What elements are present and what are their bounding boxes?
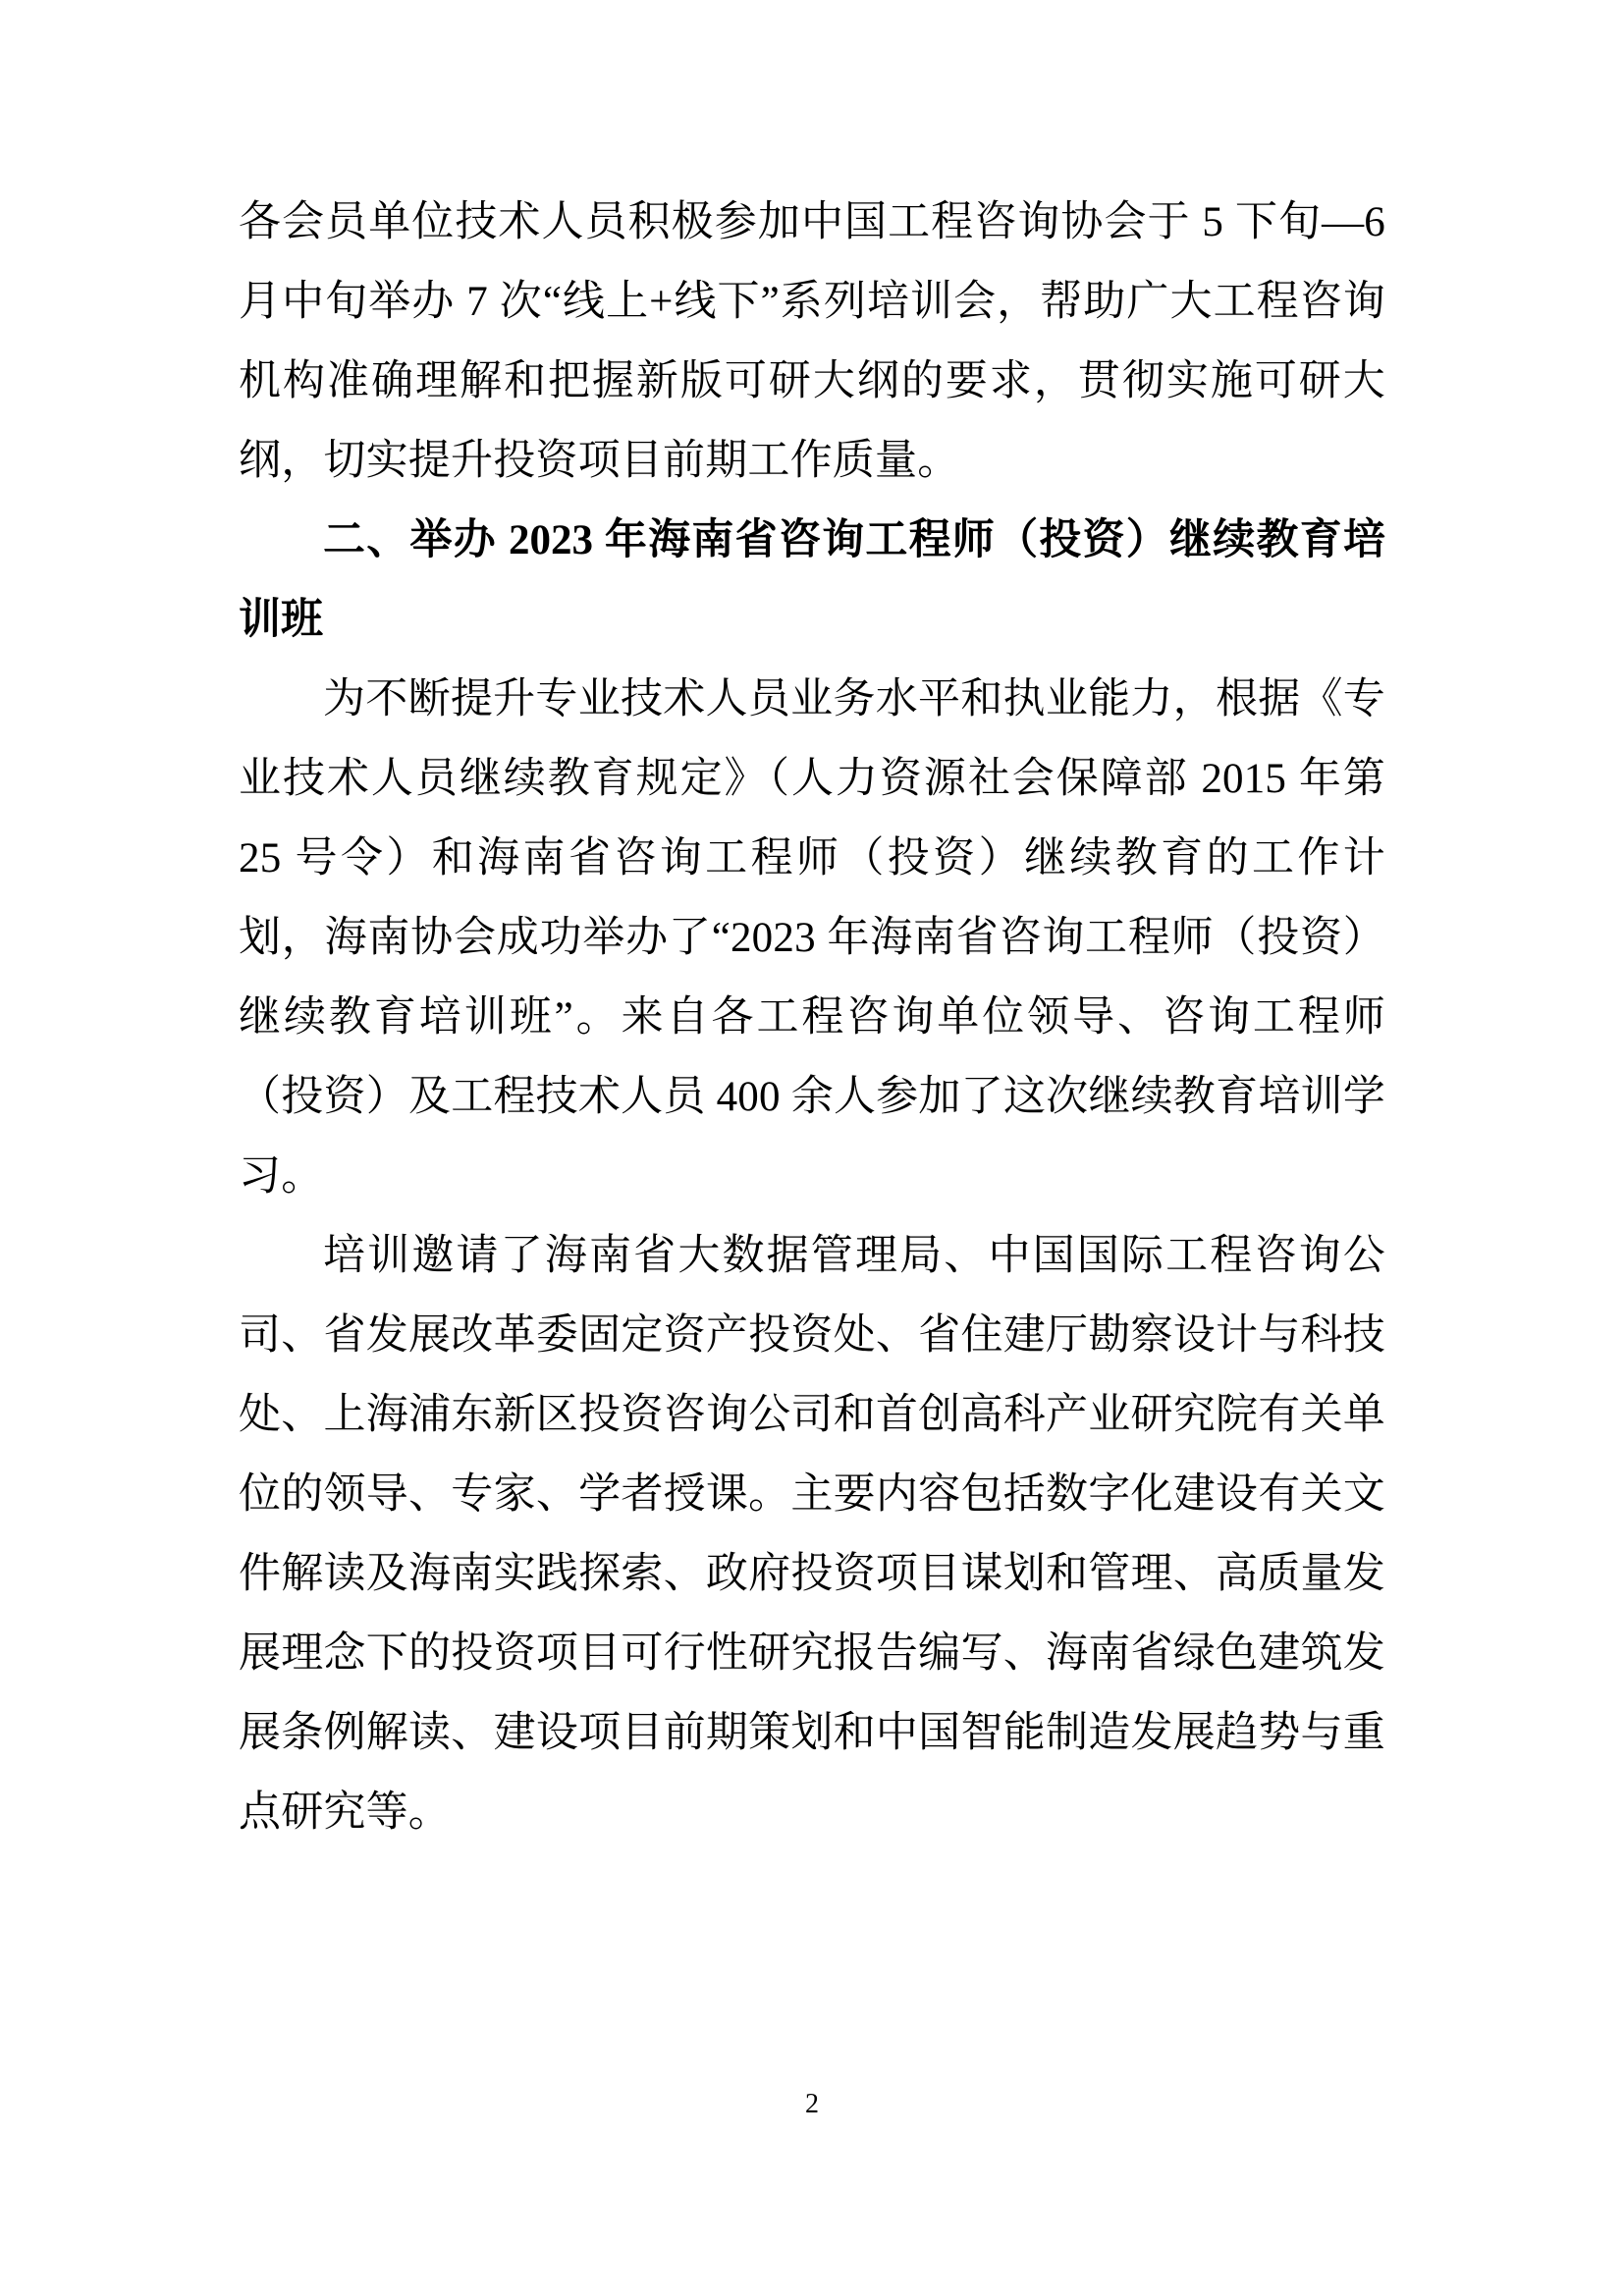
section-heading-two: 二、举办 2023 年海南省咨询工程师（投资）继续教育培训班 xyxy=(239,517,1385,643)
page-content xyxy=(239,183,1385,1852)
paragraph-training-content: 培训邀请了海南省大数据管理局、中国国际工程咨询公司、省发展改革委固定资产投资处、省住建厅勘察设计与科技处、上海浦东新区投资咨询公司和首创高科产业研究院有关单位的领导、专家、学者授课。主要内容包括数字化建设有关文件解读及海南实践探索、政府投资项目谋划和管理、高质量发展理念下的投资项目可行性研究报告编写、海南省绿色建筑发展条例解读、建设项目前期策划和中国智能制造发展趋势与重点研究等。 xyxy=(239,1233,1385,1836)
page-number: 2 xyxy=(805,2089,819,2119)
paragraph-continuing-education-background: 为不断提升专业技术人员业务水平和执业能力，根据《专业技术人员继续教育规定》（人力资源社会保障部 2015 年第 25 号令）和海南省咨询工程师（投资）继续教育的工作计划，海南协会成功举办了“2023 年海南省咨询工程师（投资）继续教育培训班”。来自各工程咨询单位领导、咨询工程师（投资）及工程技术人员 400 余人参加了这次继续教育培训学习。 xyxy=(239,676,1385,1200)
paragraph-training-sessions: 各会员单位技术人员积极参加中国工程咨询协会于 5 下旬—6 月中旬举办 7 次“线上+线下”系列培训会，帮助广大工程咨询机构准确理解和把握新版可研大纲的要求，贯彻实施可研大纲，切实提升投资项目前期工作质量。 xyxy=(239,199,1385,484)
